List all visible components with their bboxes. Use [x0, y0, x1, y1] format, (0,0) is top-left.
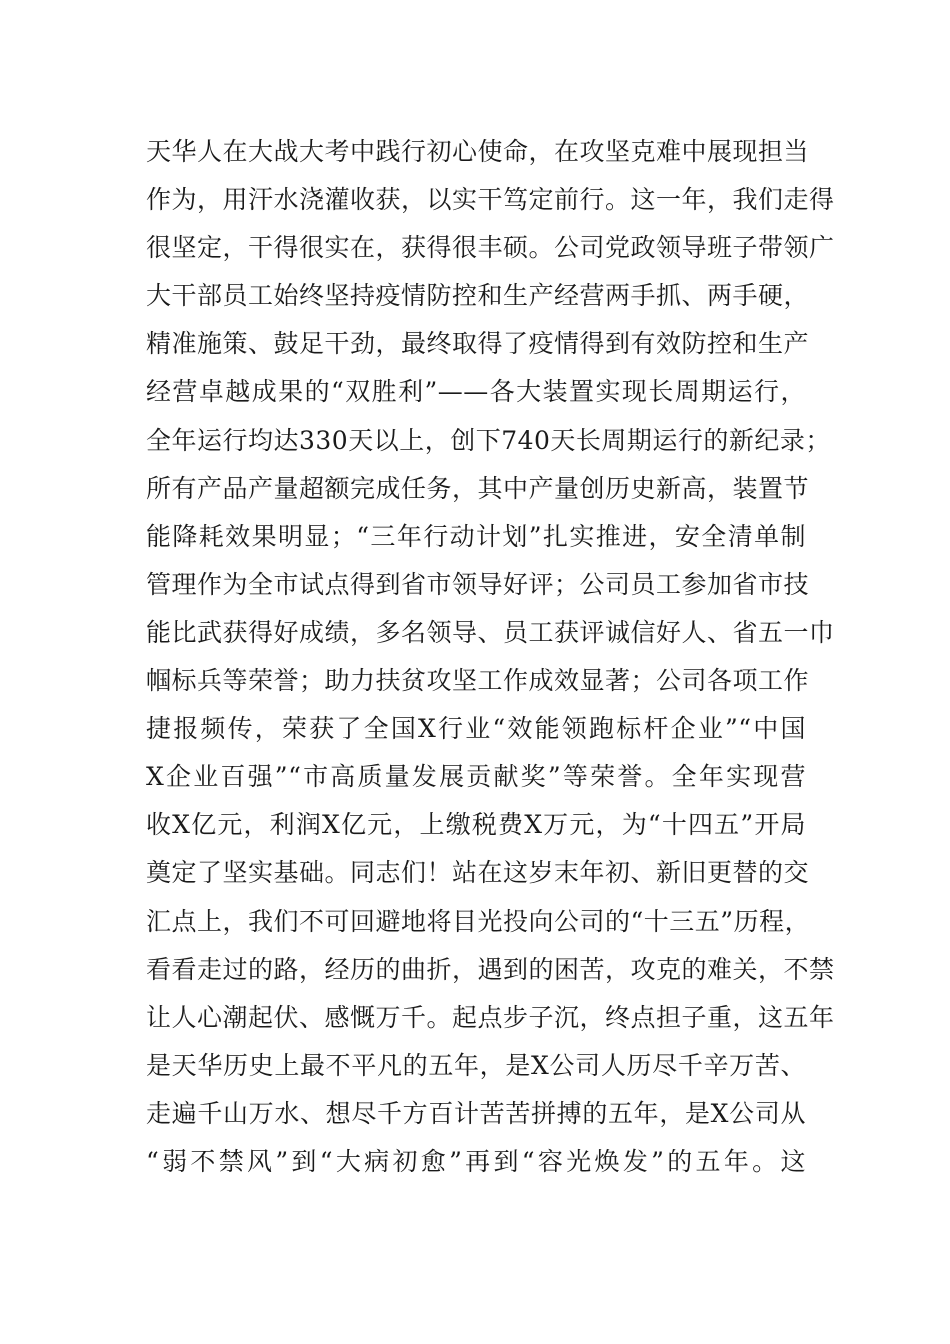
text-line-5: 精准施策、鼓足干劲，最终取得了疫情得到有效防控和生产	[146, 329, 810, 359]
text-line-1: 天华人在大战大考中践行初心使命，在攻坚克难中展现担当	[146, 137, 810, 166]
text-line-11: 能比武获得好成绩，多名领导、员工获评诚信好人、省五一巾	[146, 617, 835, 647]
text-line-6: 经营卓越成果的“双胜利”——各大装置实现长周期运行，	[146, 377, 806, 407]
text-line-20: 是天华历史上最不平凡的五年，是X公司人历尽千辛万苦、	[146, 1050, 806, 1080]
text-line-4: 大干部员工始终坚持疫情防控和生产经营两手抓、两手硬，	[146, 281, 810, 311]
text-line-3: 很坚定，干得很实在，获得很丰硕。公司党政领导班子带领广	[146, 233, 835, 263]
text-line-17: 汇点上，我们不可回避地将目光投向公司的“十三五”历程，	[146, 906, 811, 936]
text-line-2: 作为，用汗水浇灌收获，以实干笃定前行。这一年，我们走得	[146, 185, 835, 215]
text-line-10: 管理作为全市试点得到省市领导好评；公司员工参加省市技	[146, 569, 810, 599]
text-line-21: 走遍千山万水、想尽千方百计苦苦拼搏的五年，是X公司从	[146, 1098, 806, 1128]
text-line-15: 收X亿元，利润X亿元，上缴税费X万元，为“十四五”开局	[146, 810, 806, 840]
text-line-14: X企业百强”“市高质量发展贡献奖”等荣誉。全年实现营	[146, 762, 806, 792]
text-line-19: 让人心潮起伏、感慨万千。起点步子沉，终点担子重，这五年	[146, 1002, 835, 1032]
text-line-22: “弱不禁风”到“大病初愈”再到“容光焕发”的五年。这	[146, 1146, 806, 1176]
text-line-7: 全年运行均达330天以上，创下740天长周期运行的新纪录；	[146, 425, 831, 455]
text-line-13: 捷报频传，荣获了全国X行业“效能领跑标杆企业”“中国	[146, 714, 806, 744]
text-line-9: 能降耗效果明显；“三年行动计划”扎实推进，安全清单制	[146, 521, 806, 551]
text-line-8: 所有产品产量超额完成任务，其中产量创历史新高，装置节	[146, 473, 810, 503]
text-line-16: 奠定了坚实基础。同志们！站在这岁末年初、新旧更替的交	[146, 858, 810, 888]
text-line-12: 帼标兵等荣誉；助力扶贫攻坚工作成效显著；公司各项工作	[146, 666, 810, 696]
body-text	[146, 128, 835, 1186]
text-line-18: 看看走过的路，经历的曲折，遇到的困苦，攻克的难关，不禁	[146, 954, 835, 984]
